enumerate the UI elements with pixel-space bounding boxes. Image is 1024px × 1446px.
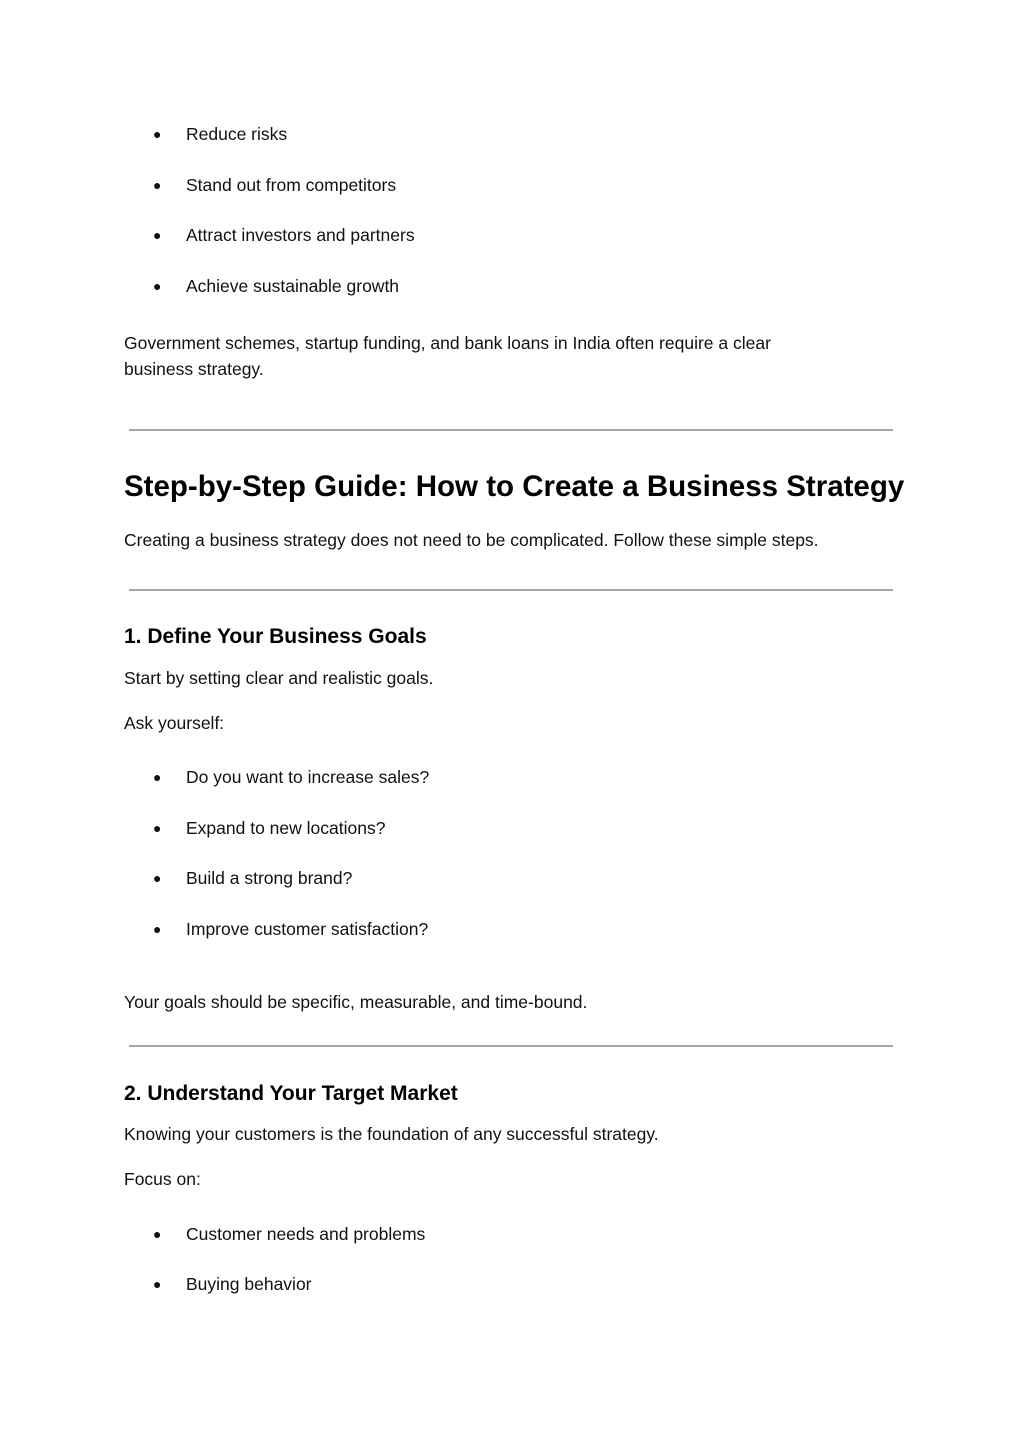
step2-intro: Knowing your customers is the foundation of any successful strategy. <box>124 1124 659 1144</box>
guide-subtitle: Creating a business strategy does not need to be complicated. Follow these simple steps. <box>124 530 819 550</box>
step2-heading: 2. Understand Your Target Market <box>124 1082 458 1105</box>
bullet-dot: ● <box>153 1226 162 1242</box>
step2-prompt: Focus on: <box>124 1169 201 1189</box>
list-item: Expand to new locations? <box>186 818 386 838</box>
bullet-dot: ● <box>153 769 162 785</box>
section-divider <box>129 1045 893 1047</box>
step1-closing: Your goals should be specific, measurable, and time-bound. <box>124 992 588 1012</box>
bullet-dot: ● <box>153 126 162 142</box>
list-item: Achieve sustainable growth <box>186 276 400 296</box>
list-item: Build a strong brand? <box>186 868 353 888</box>
list-item: Stand out from competitors <box>186 175 397 195</box>
list-item: Attract investors and partners <box>186 225 415 245</box>
step1-prompt: Ask yourself: <box>124 713 225 733</box>
bullet-dot: ● <box>153 177 162 193</box>
list-item: Reduce risks <box>186 124 288 144</box>
bullet-dot: ● <box>153 1276 162 1292</box>
list-item: Do you want to increase sales? <box>186 767 430 787</box>
bullet-dot: ● <box>153 921 162 937</box>
bullet-dot: ● <box>153 278 162 294</box>
guide-title: Step-by-Step Guide: How to Create a Business Strategy <box>124 470 905 503</box>
list-item: Improve customer satisfaction? <box>186 919 429 939</box>
intro-paragraph: Government schemes, startup funding, and bank loans in India often require a clear business strategy. <box>124 333 771 379</box>
section-divider <box>129 429 893 431</box>
bullet-dot: ● <box>153 870 162 886</box>
step1-intro: Start by setting clear and realistic goals. <box>124 668 434 688</box>
section-divider <box>129 589 893 591</box>
bullet-dot: ● <box>153 820 162 836</box>
list-item: Customer needs and problems <box>186 1224 426 1244</box>
list-item: Buying behavior <box>186 1274 312 1294</box>
bullet-dot: ● <box>153 227 162 243</box>
step1-heading: 1. Define Your Business Goals <box>124 625 427 648</box>
